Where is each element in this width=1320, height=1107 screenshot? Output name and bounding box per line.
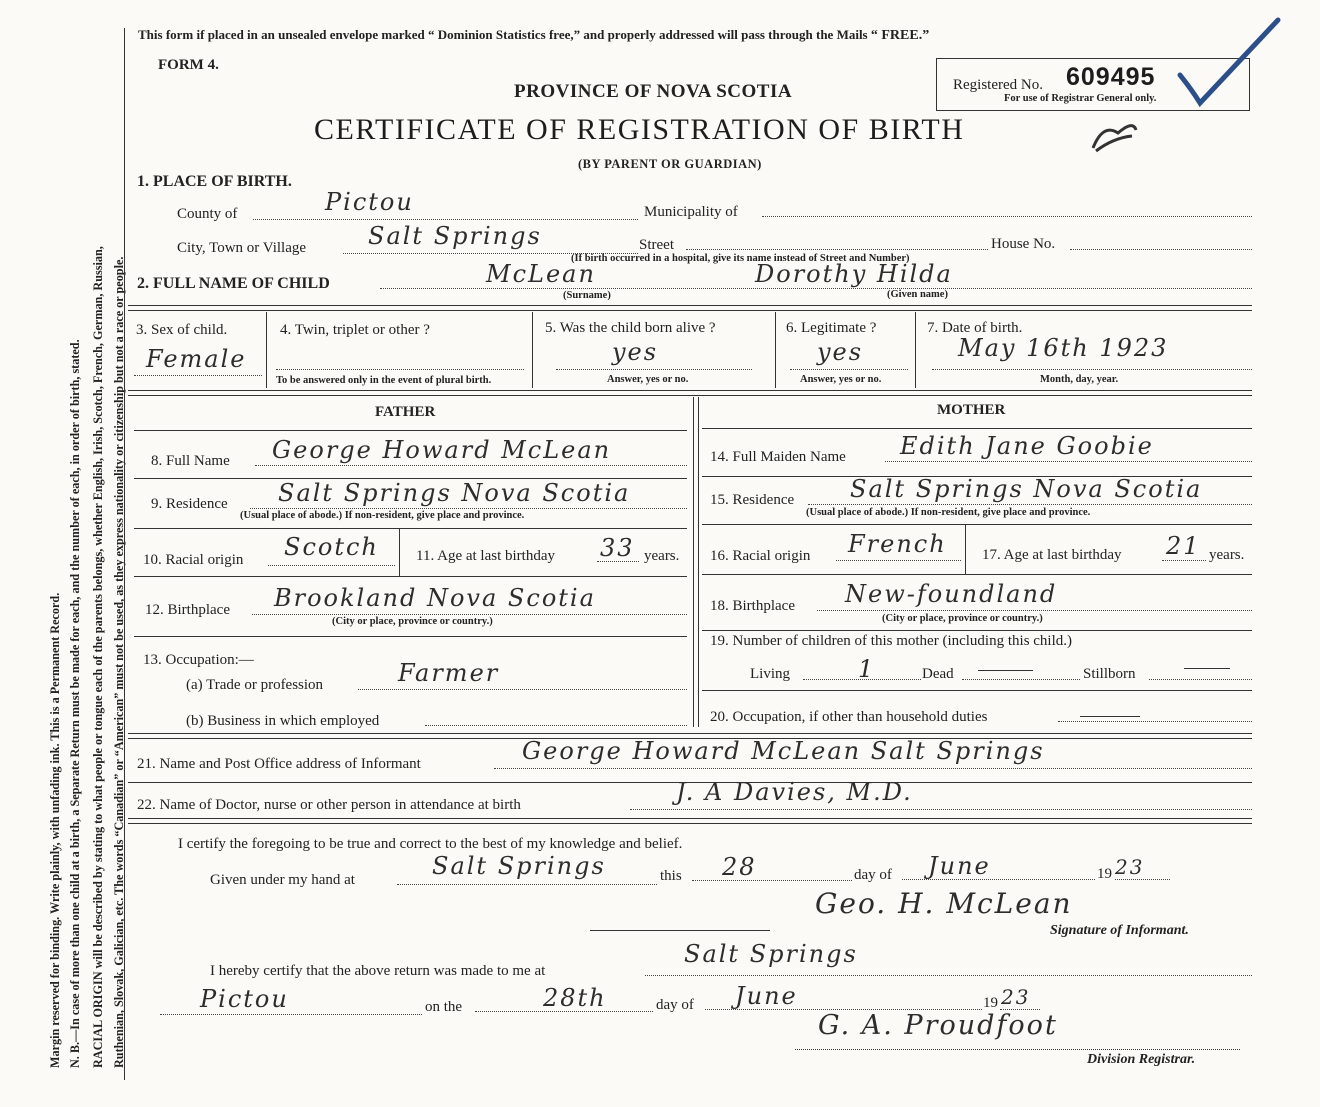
- born-alive-note: Answer, yes or no.: [607, 374, 689, 385]
- date-of-birth-note: Month, day, year.: [1040, 374, 1119, 385]
- registrar-statement: I hereby certify that the above return was made to me at: [210, 963, 546, 979]
- given-day: 28: [722, 853, 757, 881]
- given-year: 23: [1115, 855, 1145, 879]
- mother-name-label: 14. Full Maiden Name: [710, 449, 846, 465]
- mother-birthplace-label: 18. Birthplace: [710, 598, 795, 614]
- sex-value: Female: [146, 345, 247, 373]
- registrar-county: Pictou: [200, 985, 289, 1013]
- form-left-border: [124, 28, 125, 1080]
- date-of-birth-value: May 16th 1923: [958, 334, 1169, 362]
- informant-value: George Howard McLean Salt Springs: [522, 737, 1045, 765]
- place-of-birth-label: 1. PLACE OF BIRTH.: [137, 173, 292, 190]
- margin-note-binding: Margin reserved for binding. Write plainly, with unfading ink. This is a Permanent Record.: [48, 592, 62, 1068]
- father-trade-label: (a) Trade or profession: [186, 677, 324, 693]
- registrar-signature: G. A. Proudfoot: [818, 1010, 1058, 1041]
- registrar-use-note: For use of Registrar General only.: [1004, 93, 1157, 104]
- mother-age-label: 17. Age at last birthday: [982, 547, 1122, 563]
- ink-mark-icon: [1088, 118, 1143, 158]
- father-years: years.: [644, 548, 680, 564]
- father-birthplace: Brookland Nova Scotia: [274, 584, 596, 612]
- given-under-label: Given under my hand at: [210, 872, 355, 888]
- mother-race-label: 16. Racial origin: [710, 548, 811, 564]
- registered-number: 609495: [1066, 63, 1156, 91]
- father-residence-label: 9. Residence: [151, 496, 228, 512]
- street-label: Street: [639, 237, 674, 253]
- legitimate-note: Answer, yes or no.: [800, 374, 882, 385]
- mother-occupation-dash: [1080, 716, 1140, 717]
- child-name-label: 2. FULL NAME OF CHILD: [137, 275, 330, 292]
- registered-label: Registered No.: [953, 77, 1043, 93]
- legitimate-value: yes: [817, 338, 864, 366]
- city-label: City, Town or Village: [177, 240, 307, 256]
- form-number: FORM 4.: [158, 57, 219, 73]
- twin-note: To be answered only in the event of plural birth.: [276, 375, 492, 386]
- mother-residence-label: 15. Residence: [710, 492, 795, 508]
- doctor-value: J. A Davies, M.D.: [676, 778, 913, 806]
- father-name-label: 8. Full Name: [151, 453, 230, 469]
- margin-note-multiple-birth: N. B.—In case of more than one child at a birth, a Separate Return must be made for each, and the number of each, in order of birth, stated.: [68, 339, 82, 1068]
- born-alive-value: yes: [612, 338, 659, 366]
- given-place: Salt Springs: [432, 852, 606, 880]
- father-race-label: 10. Racial origin: [143, 552, 244, 568]
- given-name-note: (Given name): [887, 289, 948, 300]
- surname-note: (Surname): [563, 290, 611, 301]
- father-name: George Howard McLean: [272, 436, 612, 464]
- year-prefix: 19: [1097, 866, 1112, 882]
- margin-note-racial-origin-cont: Ruthenian, Slovak, Galician, etc. The words “Canadian” or “American” must not be used, as they express nationality or citizenship but not a race or people.: [112, 256, 126, 1068]
- father-occupation-label: 13. Occupation:—: [143, 652, 254, 668]
- child-surname: McLean: [486, 260, 596, 288]
- province-heading: PROVINCE OF NOVA SCOTIA: [514, 81, 793, 102]
- sex-label: 3. Sex of child.: [136, 322, 228, 338]
- date-of-birth-label: 7. Date of birth.: [927, 320, 1023, 336]
- mother-occupation-label: 20. Occupation, if other than household duties: [710, 709, 988, 725]
- on-the-label: on the: [425, 999, 463, 1015]
- municipality-label: Municipality of: [644, 204, 738, 220]
- certify-statement: I certify the foregoing to be true and correct to the best of my knowledge and belief.: [178, 836, 683, 852]
- father-business-label: (b) Business in which employed: [186, 713, 380, 729]
- certificate-title: CERTIFICATE OF REGISTRATION OF BIRTH: [314, 113, 965, 146]
- mother-residence-note: (Usual place of abode.) If non-resident, give place and province.: [806, 507, 1091, 518]
- mother-race: French: [848, 530, 947, 558]
- father-age-label: 11. Age at last birthday: [416, 548, 555, 564]
- mother-name: Edith Jane Goobie: [900, 432, 1154, 460]
- child-given-name: Dorothy Hilda: [755, 260, 953, 288]
- living-value: 1: [858, 655, 876, 683]
- informant-signature: Geo. H. McLean: [815, 887, 1073, 920]
- dead-dash: [978, 670, 1033, 671]
- informant-label: 21. Name and Post Office address of Informant: [137, 756, 421, 772]
- mother-children-label: 19. Number of children of this mother (including this child.): [710, 633, 1073, 649]
- father-residence: Salt Springs Nova Scotia: [278, 479, 631, 507]
- mother-residence: Salt Springs Nova Scotia: [850, 475, 1203, 503]
- mother-heading: MOTHER: [937, 402, 1006, 418]
- father-age: 33: [600, 534, 635, 562]
- father-residence-note: (Usual place of abode.) If non-resident, give place and province.: [240, 510, 525, 521]
- father-birthplace-note: (City or place, province or country.): [332, 616, 493, 627]
- certificate-subtitle: (BY PARENT OR GUARDIAN): [578, 157, 762, 171]
- registrar-place: Salt Springs: [684, 940, 858, 968]
- registrar-month: June: [735, 982, 798, 1010]
- living-label: Living: [750, 666, 790, 682]
- mail-notice: This form if placed in an unsealed envelope marked “ Dominion Statistics free,” and properly addressed will pass through the Mails “ FREE.”: [138, 27, 930, 43]
- day-of-label: day of: [854, 867, 892, 883]
- father-heading: FATHER: [375, 404, 436, 420]
- signature-label: Signature of Informant.: [1050, 923, 1189, 938]
- stillborn-label: Stillborn: [1083, 666, 1136, 682]
- mother-age: 21: [1166, 532, 1201, 560]
- checkmark-icon: [1170, 15, 1285, 110]
- county-value: Pictou: [325, 188, 414, 216]
- city-value: Salt Springs: [368, 222, 542, 250]
- registrar-year: 23: [1001, 985, 1031, 1009]
- legitimate-label: 6. Legitimate ?: [786, 320, 877, 336]
- margin-note-racial-origin: RACIAL ORIGIN will be described by stating to what people or tongue each of the parents belongs, whether English, Irish, Scotch, French, German, Russian,: [91, 246, 105, 1068]
- dead-label: Dead: [922, 666, 954, 682]
- house-number-label: House No.: [991, 236, 1056, 252]
- this-label: this: [660, 868, 682, 884]
- mother-birthplace: New-foundland: [845, 580, 1058, 608]
- registrar-day: 28th: [543, 984, 607, 1012]
- mother-years: years.: [1209, 547, 1245, 563]
- mother-birthplace-note: (City or place, province or country.): [882, 613, 1043, 624]
- doctor-label: 22. Name of Doctor, nurse or other person in attendance at birth: [137, 797, 521, 813]
- born-alive-label: 5. Was the child born alive ?: [545, 320, 716, 336]
- registrar-year-prefix: 19: [983, 995, 998, 1011]
- division-registrar-label: Division Registrar.: [1087, 1052, 1196, 1067]
- father-birthplace-label: 12. Birthplace: [145, 602, 230, 618]
- registrar-day-of-label: day of: [656, 997, 694, 1013]
- county-label: County of: [177, 206, 238, 222]
- twin-label: 4. Twin, triplet or other ?: [280, 322, 430, 338]
- given-month: June: [928, 852, 991, 880]
- father-trade: Farmer: [398, 659, 500, 687]
- stillborn-dash: [1184, 668, 1230, 669]
- hospital-note: (If birth occurred in a hospital, give its name instead of Street and Number): [571, 253, 910, 264]
- father-race: Scotch: [284, 533, 379, 561]
